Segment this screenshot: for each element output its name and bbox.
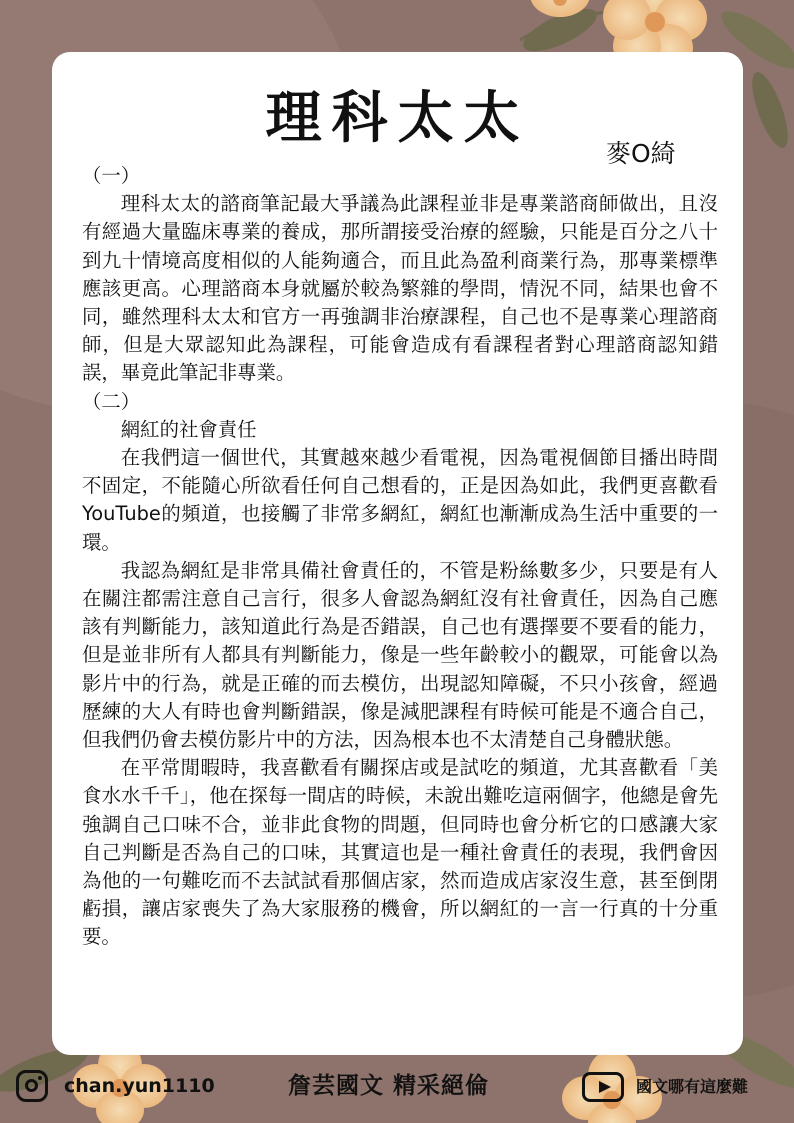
paragraph: 我認為網紅是非常具備社會責任的，不管是粉絲數多少，只要是有人在關注都需注意自己言行，很多人會認為網紅沒有社會責任，因為自己應該有判斷能力，該知道此行為是否錯誤，自己也有選擇要不要看的能力，但是並非所有人都具有判斷能力，像是一些年齡較小的觀眾，可能會以為影片中的行為，就是正確的而去模仿，出現認知障礙，不只小孩會，經過歷練的大人有時也會判斷錯誤，像是減肥課程有時候可能是不適合自己，但我們仍會去模仿影片中的方法，因為根本也不太清楚自己身體狀態。 (82, 558, 718, 752)
paragraph: 理科太太的諮商筆記最大爭議為此課程並非是專業諮商師做出，且沒有經過大量臨床專業的養成，那所謂接受治療的經驗，只能是百分之八十到九十情境高度相似的人能夠適合，而且此為盈利商業行為，那專業標準應該更高。心理諮商本身就屬於較為繁雜的學問，情況不同，結果也會不同，雖然理科太太和官方一再強調非治療課程，自己也不是專業心理諮商師，但是大眾認知此為課程，可能會造成有看課程者對心理諮商認知錯誤，畢竟此筆記非專業。 (82, 192, 718, 385)
footer-bar (0, 1064, 794, 1114)
paragraph: 在我們這一個世代，其實越來越少看電視，因為電視個節目播出時間不固定，不能隨心所欲看任何自己想看的，正是因為如此，我們更喜歡看YouTube的頻道，也接觸了非常多網紅，網紅也漸漸成為生活中重要的一環。 (82, 446, 718, 554)
page-title: 理科太太 (265, 85, 530, 151)
footer-brand-text: 詹芸國文 精采絕倫 (288, 1073, 490, 1099)
content-card (52, 52, 743, 1055)
instagram-handle[interactable]: chan.yun1110 (64, 1075, 215, 1097)
article-body (82, 162, 718, 952)
instagram-icon[interactable] (16, 1070, 48, 1102)
youtube-channel-name[interactable]: 國文哪有這麼難 (636, 1077, 749, 1096)
author-name: 麥O綺 (606, 139, 676, 168)
section-heading: （二） (82, 389, 141, 413)
paragraph: 在平常閒暇時，我喜歡看有關探店或是試吃的頻道，尤其喜歡看「美食水水千千」，他在探每一間店的時候，未說出難吃這兩個字，他總是會先強調自己口味不合，並非此食物的問題，但同時也會分析它的口感讓大家自己判斷是否為自己的口味，其實這也是一種社會責任的表現，我們會因為他的一句難吃而不去試試看那個店家，然而造成店家沒生意，甚至倒閉虧損，讓店家喪失了為大家服務的機會，所以網紅的一言一行真的十分重要。 (82, 756, 718, 949)
youtube-play-icon[interactable] (582, 1072, 624, 1102)
section-heading: （一） (82, 164, 141, 187)
section-subheading: 網紅的社會責任 (120, 417, 257, 441)
